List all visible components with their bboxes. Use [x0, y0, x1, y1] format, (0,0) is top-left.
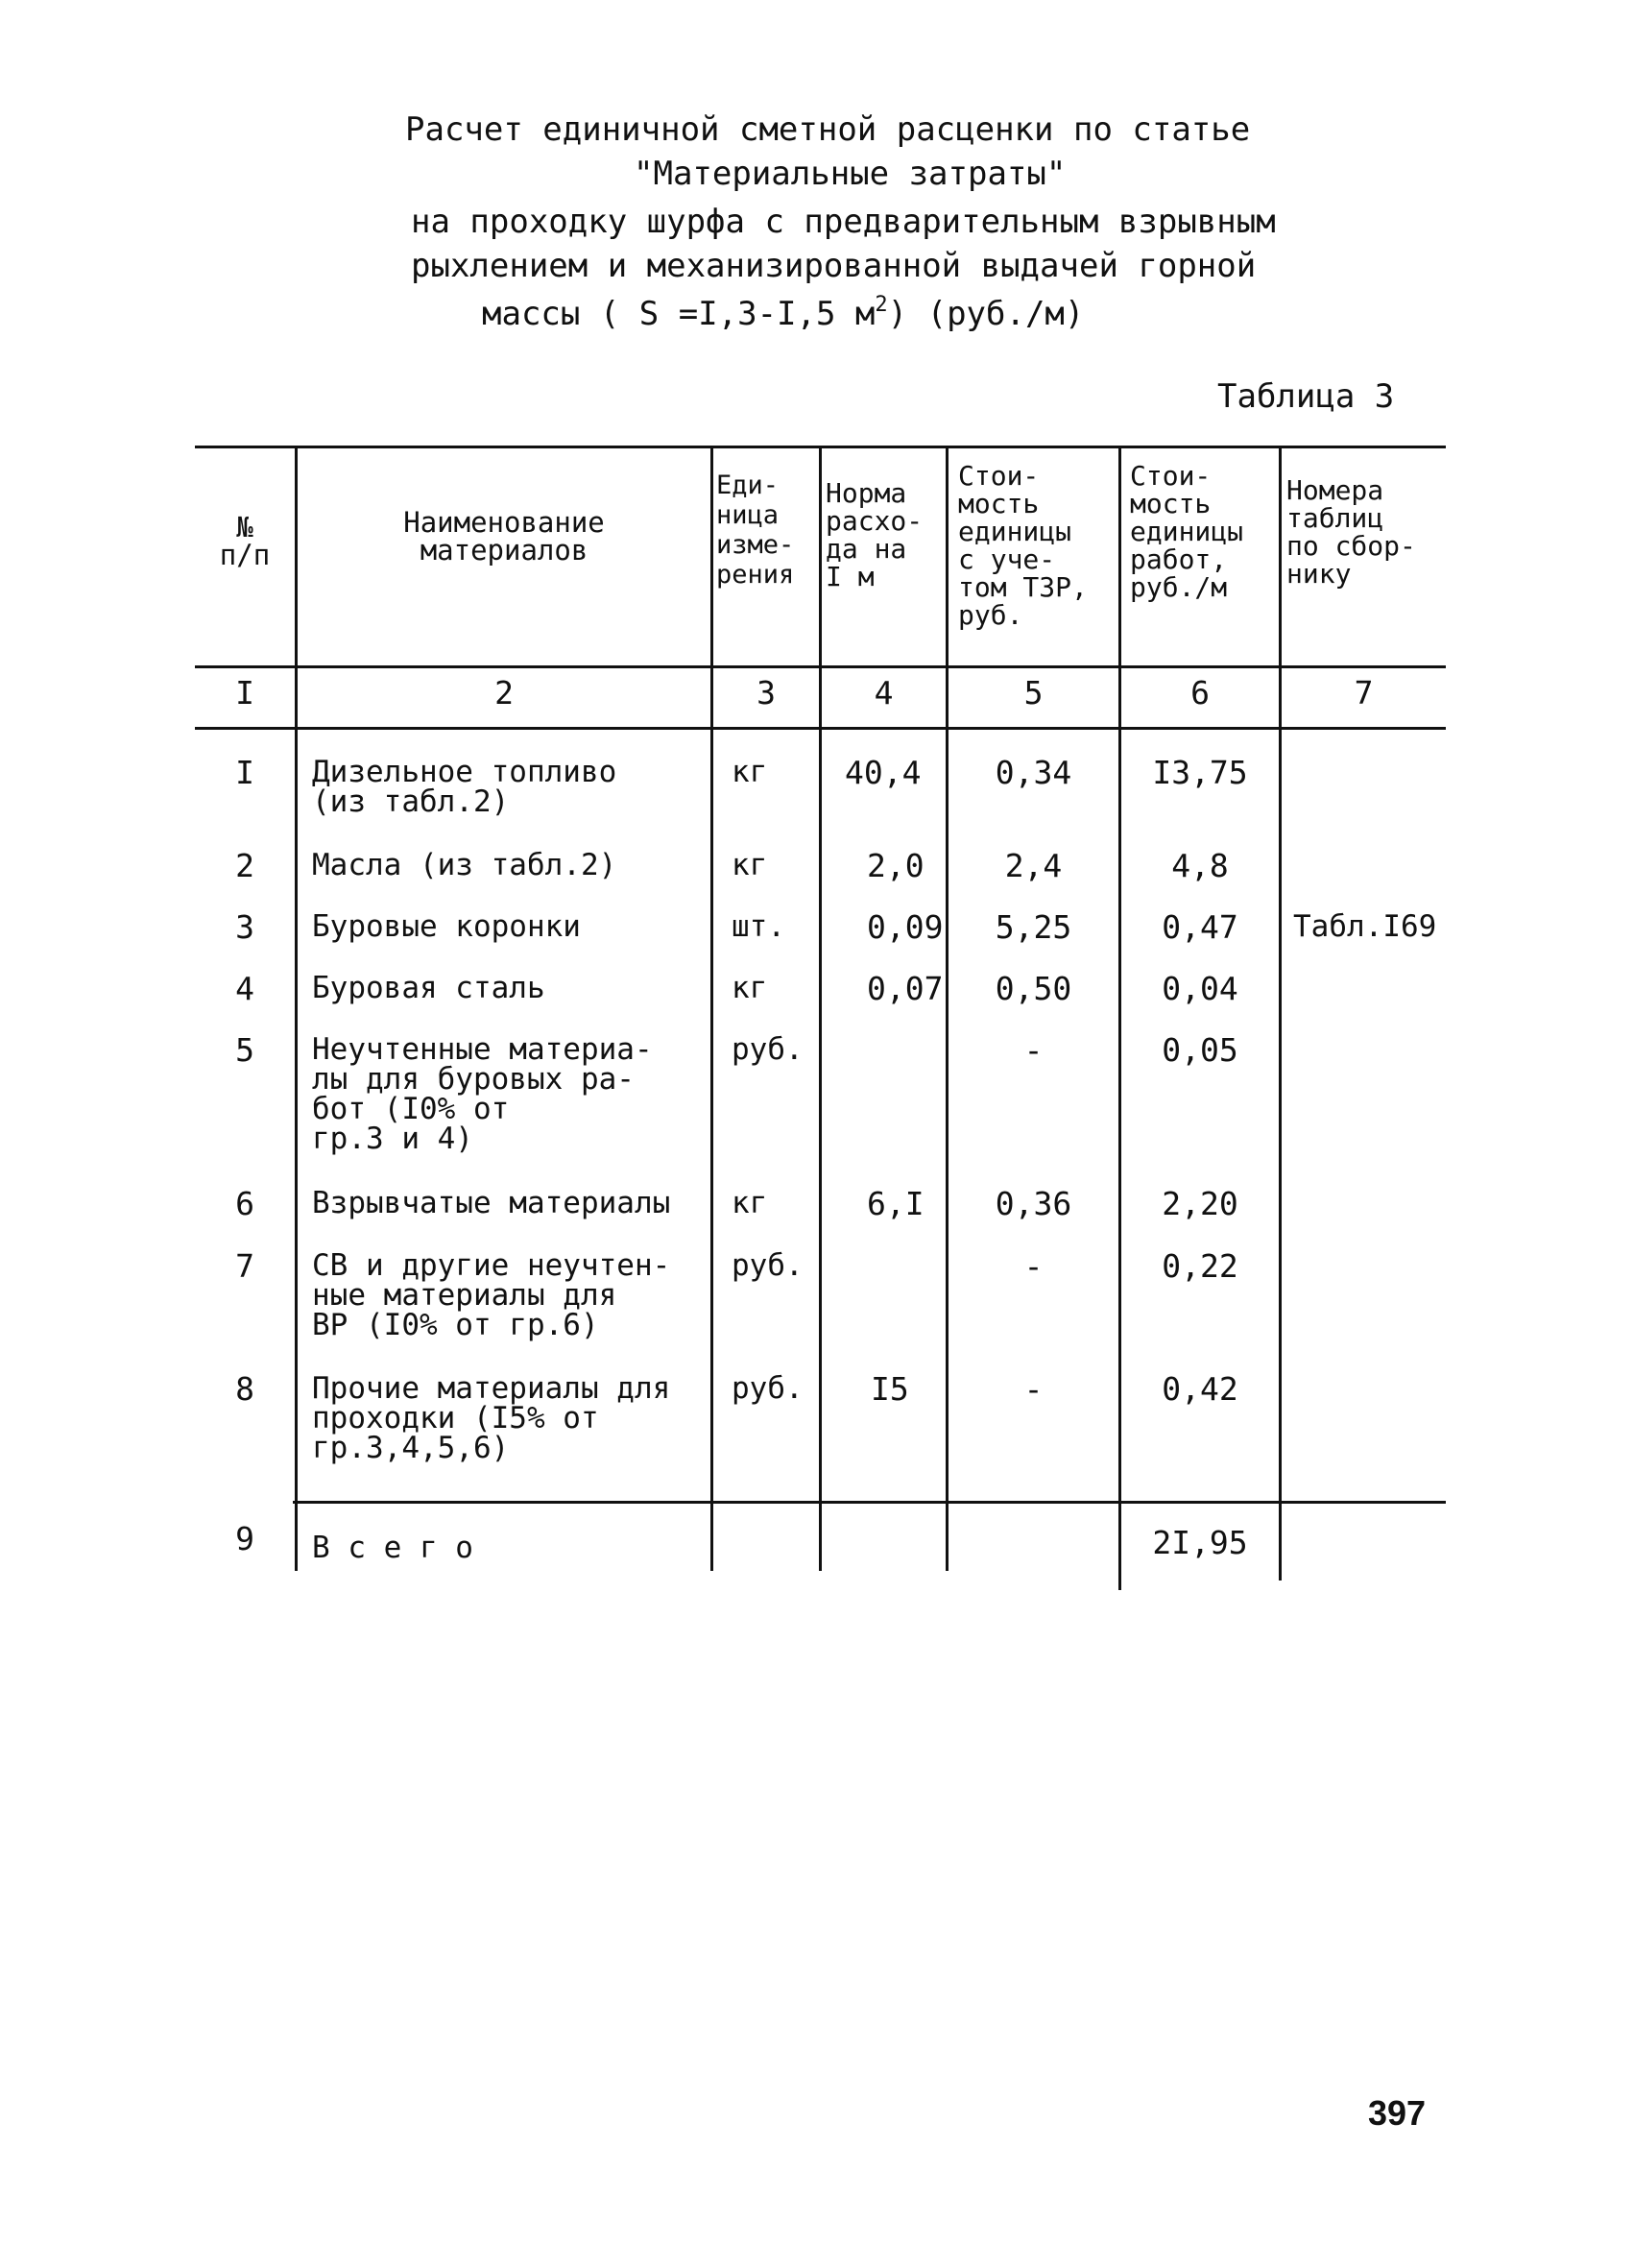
row-6-work-cost: 2,20	[1162, 1185, 1238, 1222]
row-8-norm: I5	[871, 1370, 909, 1408]
row-6-material-name: Взрывчатые материалы	[312, 1186, 671, 1220]
row-4-unit-cost: 0,50	[995, 970, 1072, 1007]
row-9-number: 9	[235, 1520, 254, 1557]
row-5-unit-cost: -	[1023, 1031, 1044, 1069]
row-3-reference: Табл.I69	[1293, 909, 1437, 944]
row-2-unit: кг	[732, 848, 768, 882]
header-unit-cost: Стои- мость единицы с уче- том ТЗР, руб.	[958, 460, 1088, 631]
row-7-number: 7	[235, 1247, 254, 1285]
column-divider-4	[946, 447, 949, 1571]
header-unit: Еди- ница изме- рения	[716, 470, 795, 590]
column-number-7: 7	[1354, 674, 1374, 712]
column-divider-1	[295, 447, 298, 1571]
row-7-unit-cost: -	[1023, 1247, 1044, 1285]
row-5-number: 5	[235, 1031, 254, 1069]
column-number-6: 6	[1190, 674, 1210, 712]
row-4-number: 4	[235, 970, 254, 1007]
page-number: 397	[1368, 2093, 1427, 2133]
column-number-2: 2	[494, 674, 514, 712]
row-4-material-name: Буровая сталь	[312, 971, 545, 1005]
header-norm: Норма расхо- да на I м	[826, 477, 924, 592]
row-1-unit: кг	[732, 755, 768, 789]
heading-line-3: на проходку шурфа с предварительным взрывным	[411, 203, 1276, 241]
row-1-material-name: Дизельное топливо (из табл.2)	[312, 755, 617, 819]
row-2-work-cost: 4,8	[1171, 847, 1229, 884]
row-5-material-name: Неучтенные материа- лы для буровых ра- бот (I0% от гр.3 и 4)	[312, 1032, 653, 1156]
header-material-name: Наименование материалов	[403, 506, 605, 567]
row-3-unit: шт.	[732, 909, 785, 944]
heading-line-5-text: массы ( S =I,3-I,5 м	[482, 295, 876, 333]
row-9-work-cost: 2I,95	[1152, 1524, 1248, 1561]
row-8-material-name: Прочие материалы для проходки (I5% от гр.3,4,5,6)	[312, 1371, 671, 1465]
row-7-material-name: СВ и другие неучтен- ные материалы для ВР (I0% от гр.6)	[312, 1248, 671, 1342]
table-top-border	[195, 446, 1446, 448]
row-2-unit-cost: 2,4	[1004, 847, 1063, 884]
row-3-material-name: Буровые коронки	[312, 909, 581, 944]
row-7-unit: руб.	[732, 1248, 804, 1283]
header-bottom-border	[195, 665, 1446, 668]
row-6-norm: 6,I	[867, 1185, 925, 1222]
heading-superscript: 2	[875, 293, 888, 317]
heading-line-5	[482, 292, 1084, 336]
row-1-work-cost: I3,75	[1152, 754, 1248, 791]
row-8-unit: руб.	[732, 1371, 804, 1406]
row-2-norm: 2,0	[867, 847, 925, 884]
table-caption: Таблица 3	[1217, 377, 1395, 416]
row-7-work-cost: 0,22	[1162, 1247, 1238, 1285]
header-reference: Номера таблиц по сбор- нику	[1286, 474, 1416, 590]
row-4-work-cost: 0,04	[1162, 970, 1238, 1007]
column-divider-6	[1279, 447, 1282, 1580]
row-1-unit-cost: 0,34	[995, 754, 1072, 791]
column-divider-3	[819, 447, 822, 1571]
row-2-material-name: Масла (из табл.2)	[312, 848, 617, 882]
heading-line-1: Расчет единичной сметной расценки по статье	[405, 110, 1251, 149]
heading-line-5-tail: ) (руб./м)	[887, 295, 1085, 333]
column-divider-5	[1118, 447, 1121, 1590]
row-3-number: 3	[235, 908, 254, 946]
column-number-5: 5	[1023, 674, 1044, 712]
total-row-top-border	[293, 1501, 1446, 1504]
row-3-unit-cost: 5,25	[995, 908, 1072, 946]
row-4-unit: кг	[732, 971, 768, 1005]
row-4-norm: 0,07	[867, 970, 944, 1007]
row-1-number: I	[235, 754, 254, 791]
column-number-1: I	[235, 674, 254, 712]
row-5-unit: руб.	[732, 1032, 804, 1067]
row-6-unit-cost: 0,36	[995, 1185, 1072, 1222]
heading-line-4: рыхлением и механизированной выдачей горной	[411, 247, 1257, 285]
row-3-norm: 0,09	[867, 908, 944, 946]
row-9-material-name: В с е г о	[312, 1531, 473, 1565]
column-divider-2	[710, 447, 713, 1571]
row-8-number: 8	[235, 1370, 254, 1408]
row-8-unit-cost: -	[1023, 1370, 1044, 1408]
row-1-norm: 40,4	[845, 754, 922, 791]
row-2-number: 2	[235, 847, 254, 884]
column-number-4: 4	[874, 674, 894, 712]
header-row-number: № п/п	[219, 511, 271, 571]
row-8-work-cost: 0,42	[1162, 1370, 1238, 1408]
row-6-number: 6	[235, 1185, 254, 1222]
row-6-unit: кг	[732, 1186, 768, 1220]
column-number-3: 3	[756, 674, 776, 712]
heading-line-2: "Материальные затраты"	[634, 155, 1067, 193]
column-numbers-bottom-border	[195, 727, 1446, 730]
row-5-work-cost: 0,05	[1162, 1031, 1238, 1069]
header-work-cost: Стои- мость единицы работ, руб./м	[1130, 460, 1244, 603]
row-3-work-cost: 0,47	[1162, 908, 1238, 946]
